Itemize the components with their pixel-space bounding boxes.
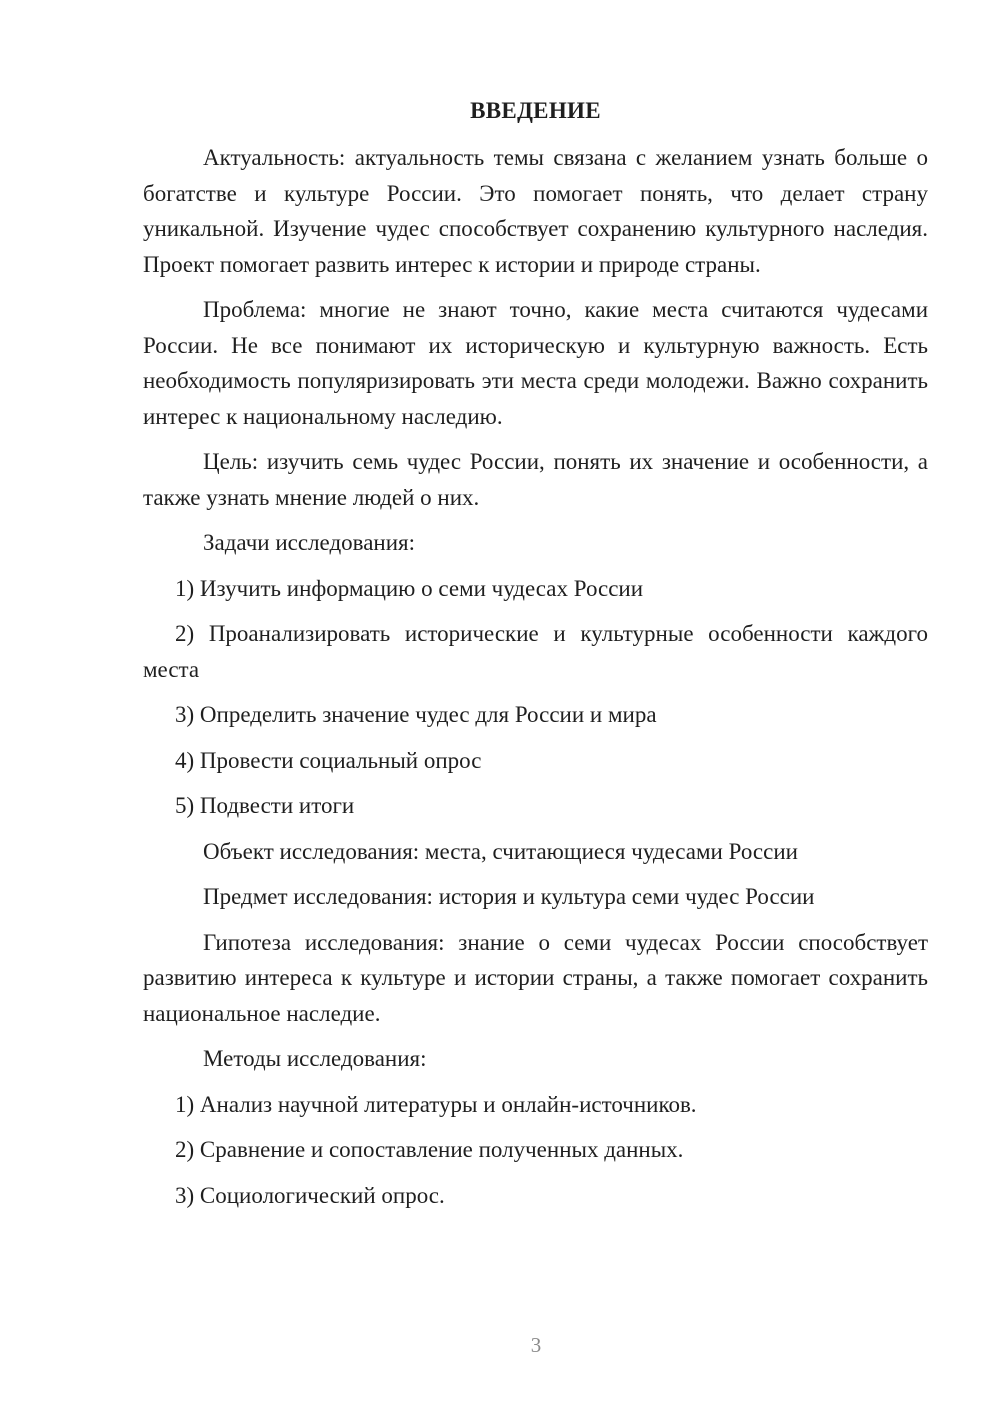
method-item-2: 2) Сравнение и сопоставление полученных данных. xyxy=(175,1137,684,1162)
task-item-1: 1) Изучить информацию о семи чудесах России xyxy=(175,575,644,601)
task-item-2: 2) Проанализировать исторические и культурные особенности каждого места xyxy=(143,621,928,682)
page-number: 3 xyxy=(530,1333,542,1357)
document-page xyxy=(143,95,928,1223)
paragraph-subject: Предмет исследования: история и культура семи чудес России xyxy=(203,884,815,909)
method-item-1: 1) Анализ научной литературы и онлайн-источников. xyxy=(175,1091,697,1117)
task-item-3: 3) Определить значение чудес для России и мира xyxy=(175,702,657,727)
paragraph-hypothesis: Гипотеза исследования: знание о семи чудесах России способствует развитию интереса к культуре и истории страны, а также помогает сохранить национальное наследие. xyxy=(143,929,928,1026)
section-title: ВВЕДЕНИЕ xyxy=(470,98,601,123)
paragraph-problem: Проблема: многие не знают точно, какие места считаются чудесами России. Не все понимают их историческую и культурную важность. Есть необходимость популяризировать эти места среди молодежи. Важно сохранить интерес к национальному наследию. xyxy=(143,297,928,429)
paragraph-goal: Цель: изучить семь чудес России, понять их значение и особенности, а также узнать мнение людей о них. xyxy=(143,449,928,510)
paragraph-methods-heading: Методы исследования: xyxy=(203,1046,427,1071)
paragraph-relevance: Актуальность: актуальность темы связана с желанием узнать больше о богатстве и культуре России. Это помогает понять, что делает страну уникальной. Изучение чудес способствует сохранению культурного наследия. Проект помогает развить интерес к истории и природе страны. xyxy=(143,145,928,277)
paragraph-object: Объект исследования: места, считающиеся чудесами России xyxy=(203,838,798,864)
task-item-5: 5) Подвести итоги xyxy=(175,793,355,818)
task-item-4: 4) Провести социальный опрос xyxy=(175,747,482,773)
paragraph-tasks-heading: Задачи исследования: xyxy=(203,530,416,555)
method-item-3: 3) Социологический опрос. xyxy=(175,1182,445,1208)
